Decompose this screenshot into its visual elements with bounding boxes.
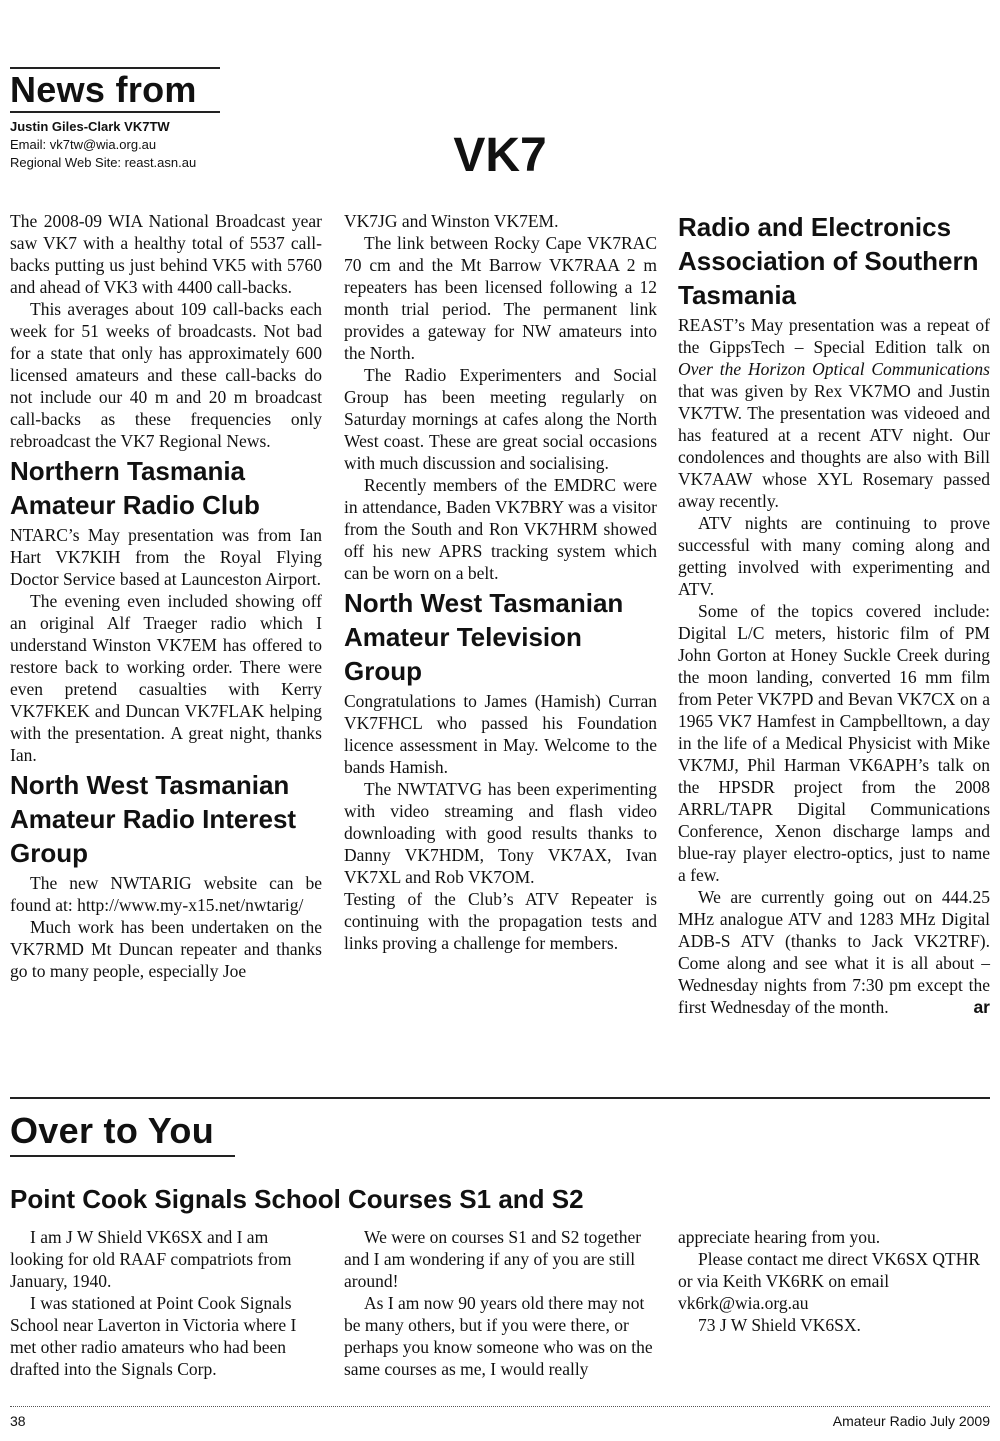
author-name: Justin Giles-Clark VK7TW xyxy=(10,119,170,134)
paragraph: Testing of the Club’s ATV Repeater is continuing with the propagation tests and links proving a challenge for members. xyxy=(344,889,657,953)
heading-nwtatvg: North West Tasmanian Amateur Television Group xyxy=(344,588,624,686)
paragraph-text: We are currently going out on 444.25 MHz analogue ATV and 1283 MHz Digital ADB-S ATV (thanks to Jack VK2TRF). Come along and see what it is all about – Wednesday nights from 7:30 pm except the first Wednesday of the month. xyxy=(678,887,990,1017)
news-column-2 xyxy=(344,210,657,954)
region-title: VK7 xyxy=(453,129,547,182)
letter-column-1 xyxy=(10,1226,326,1380)
paragraph: As I am now 90 years old there may not be many others, but if you were there, or perhaps you know someone who was on the same courses as me, I would really xyxy=(344,1293,653,1379)
paragraph: VK7JG and Winston VK7EM. xyxy=(344,211,559,231)
over-to-you-underline xyxy=(10,1155,235,1157)
paragraph: The link between Rocky Cape VK7RAC 70 cm and the Mt Barrow VK7RAA 2 m repeaters has been licensed following a 12 month trial period. The permanent link provides a gateway for NW amateurs into the North. xyxy=(344,233,657,363)
news-column-1 xyxy=(10,210,322,982)
paragraph: I was stationed at Point Cook Signals School near Laverton in Victoria where I met other radio amateurs who had been drafted into the Signals Corp. xyxy=(10,1293,297,1379)
heading-nwtarig: North West Tasmanian Amateur Radio Interest Group xyxy=(10,770,297,868)
paragraph: We were on courses S1 and S2 together and I am wondering if any of you are still around! xyxy=(344,1227,642,1291)
paragraph: The NWTATVG has been experimenting with video streaming and flash video downloading with good results thanks to Danny VK7HDM, Tony VK7AX, Ivan VK7XL and Rob VK7OM. xyxy=(344,779,657,887)
paragraph: I am J W Shield VK6SX and I am looking for old RAAF compatriots from January, 1940. xyxy=(10,1227,292,1291)
header-bottom-rule xyxy=(10,111,220,113)
paragraph: ATV nights are continuing to prove successful with many coming along and getting involved with experimenting and ATV. xyxy=(678,513,990,599)
byline xyxy=(10,118,196,172)
paragraph: appreciate hearing from you. xyxy=(678,1227,881,1247)
paragraph: This averages about 109 call-backs each week for 51 weeks of broadcasts. Not bad for a state that only has approximately 600 licensed amateurs and these call-backs do not include our 40 m and 20 m broadcast call-backs as these frequencies only rebroadcast the VK7 Regional News. xyxy=(10,299,322,451)
section-title-news-from: News from xyxy=(10,69,197,110)
talk-title: Over the Horizon Optical Communications xyxy=(678,359,990,379)
paragraph: Please contact me direct VK6SX QTHR or via Keith VK6RK on email vk6rk@wia.org.au xyxy=(678,1249,981,1313)
paragraph: The Radio Experimenters and Social Group has been meeting regularly on Saturday mornings at cafes along the North West coast. These are great social occasions with much discussion and socialising. xyxy=(344,365,657,473)
paragraph: Much work has been undertaken on the VK7RMD Mt Duncan repeater and thanks go to many people, especially Joe xyxy=(10,917,322,981)
article-title: Point Cook Signals School Courses S1 and S2 xyxy=(10,1184,584,1214)
footer-rule xyxy=(10,1406,990,1407)
section-title-over-to-you: Over to You xyxy=(10,1110,215,1151)
heading-reast: Radio and Electronics Association of Southern Tasmania xyxy=(678,212,979,310)
paragraph-text: REAST’s May presentation was a repeat of the GippsTech – Special Edition talk on xyxy=(678,315,990,357)
paragraph xyxy=(678,314,990,512)
author-email: Email: vk7tw@wia.org.au xyxy=(10,137,157,152)
heading-ntarc: Northern Tasmania Amateur Radio Club xyxy=(10,456,260,520)
paragraph: The new NWTARIG website can be found at: http://www.my-x15.net/nwtarig/ xyxy=(10,873,322,915)
regional-website: Regional Web Site: reast.asn.au xyxy=(10,155,197,170)
paragraph: Some of the topics covered include: Digital L/C meters, historic film of PM John Gorton at Honey Suckle Creek during the moon landing, converted 16 mm film from Peter VK7PD and Bevan VK7CX on a 1965 VK7 Hamfest in Campbelltown, a day in the life of a Medical Physicist with Mike VK7MJ, Phil Harman VK6APH’s talk on the HPSDR project from the 2008 ARRL/TAPR Digital Communications Conference, Xenon discharge lamps and blue-ray player electro-optics, just to name a few. xyxy=(678,601,990,885)
paragraph-text: that was given by Rex VK7MO and Justin VK7TW. The presentation was videoed and has featured at a recent ATV night. Our condolences and thoughts are also with Bill VK7AAW whose XYL Rosemary passed away recently. xyxy=(678,381,990,511)
paragraph: Congratulations to James (Hamish) Curran VK7FHCL who passed his Foundation licence assessment in May. Welcome to the bands Hamish. xyxy=(344,691,657,777)
letter-column-2 xyxy=(344,1226,660,1380)
paragraph: The evening even included showing off an original Alf Traeger radio which I understand Winston VK7EM has offered to restore back to working order. There were even pretend casualties with Kerry VK7FKEK and Duncan VK7FLAK helping with the presentation. A great night, thanks Ian. xyxy=(10,591,322,765)
publication-name: Amateur Radio July 2009 xyxy=(832,1413,990,1429)
letter-column-3 xyxy=(678,1226,990,1336)
paragraph: Recently members of the EMDRC were in attendance, Baden VK7BRY was a visitor from the South and Ron VK7HRM showed off his new APRS tracking system which can be worn on a belt. xyxy=(344,475,657,583)
end-mark: ar xyxy=(973,997,990,1017)
paragraph: NTARC’s May presentation was from Ian Hart VK7KIH from the Royal Flying Doctor Service based at Launceston Airport. xyxy=(10,525,322,589)
paragraph xyxy=(678,886,990,1018)
paragraph: 73 J W Shield VK6SX. xyxy=(698,1315,861,1335)
paragraph: The 2008-09 WIA National Broadcast year saw VK7 with a healthy total of 5537 call-backs putting us just behind VK5 with 5760 and ahead of VK3 with 4400 call-backs. xyxy=(10,211,322,297)
section-divider xyxy=(10,1097,990,1099)
news-column-3 xyxy=(678,210,990,1018)
page-number: 38 xyxy=(10,1413,26,1429)
